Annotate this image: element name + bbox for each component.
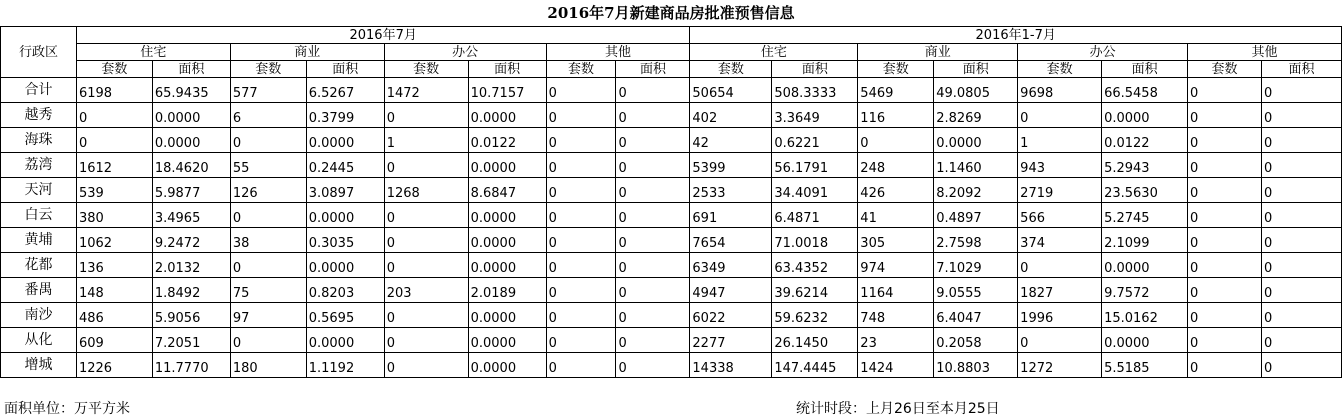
table-cell: 5.5185 <box>1102 353 1188 378</box>
table-cell: 0 <box>384 103 468 128</box>
table-cell: 9.2472 <box>152 228 230 253</box>
table-cell: 0.0122 <box>1102 128 1188 153</box>
table-cell: 0.0000 <box>1102 253 1188 278</box>
count-header: 套数 <box>1018 61 1102 78</box>
table-cell: 2.7598 <box>934 228 1018 253</box>
table-cell: 14338 <box>690 353 772 378</box>
table-row <box>1 78 1342 103</box>
table-cell: 0 <box>616 203 690 228</box>
table-cell: 0 <box>546 103 616 128</box>
table-cell: 0.0000 <box>934 128 1018 153</box>
table-cell: 6.4871 <box>772 203 858 228</box>
table-cell: 0 <box>616 78 690 103</box>
table-cell: 0 <box>616 228 690 253</box>
table-cell: 748 <box>858 303 934 328</box>
table-cell: 0 <box>616 328 690 353</box>
table-cell: 0 <box>384 303 468 328</box>
category-header: 商业 <box>858 44 1018 61</box>
table-cell: 0 <box>384 228 468 253</box>
table-cell: 0.0000 <box>468 328 546 353</box>
table-cell: 0 <box>230 328 306 353</box>
table-cell: 974 <box>858 253 934 278</box>
area-header: 面积 <box>152 61 230 78</box>
table-cell: 0 <box>616 178 690 203</box>
district-name: 合计 <box>1 78 77 103</box>
table-cell: 0 <box>1188 253 1262 278</box>
table-cell: 10.8803 <box>934 353 1018 378</box>
table-cell: 42 <box>690 128 772 153</box>
table-cell: 0 <box>1188 303 1262 328</box>
table-cell: 691 <box>690 203 772 228</box>
area-header: 面积 <box>1261 61 1341 78</box>
table-cell: 0 <box>76 103 152 128</box>
table-cell: 1827 <box>1018 278 1102 303</box>
table-cell: 0 <box>230 203 306 228</box>
table-cell: 402 <box>690 103 772 128</box>
table-cell: 0.5695 <box>306 303 384 328</box>
area-header: 面积 <box>306 61 384 78</box>
district-name: 番禺 <box>1 278 77 303</box>
table-cell: 0 <box>616 128 690 153</box>
table-cell: 6022 <box>690 303 772 328</box>
table-cell: 6.5267 <box>306 78 384 103</box>
table-cell: 248 <box>858 153 934 178</box>
table-cell: 0.2445 <box>306 153 384 178</box>
table-cell: 0 <box>546 328 616 353</box>
table-cell: 0 <box>546 178 616 203</box>
table-cell: 0.2058 <box>934 328 1018 353</box>
table-cell: 0 <box>384 153 468 178</box>
table-cell: 0 <box>546 153 616 178</box>
table-cell: 0 <box>616 103 690 128</box>
category-header: 办公 <box>384 44 546 61</box>
table-row <box>1 228 1342 253</box>
table-cell: 26.1450 <box>772 328 858 353</box>
table-cell: 39.6214 <box>772 278 858 303</box>
table-cell: 0.3799 <box>306 103 384 128</box>
table-cell: 5399 <box>690 153 772 178</box>
table-cell: 0 <box>616 353 690 378</box>
table-cell: 0 <box>1188 278 1262 303</box>
table-cell: 3.4965 <box>152 203 230 228</box>
table-cell: 6.4047 <box>934 303 1018 328</box>
table-cell: 0.0000 <box>1102 103 1188 128</box>
table-cell: 1424 <box>858 353 934 378</box>
table-cell: 426 <box>858 178 934 203</box>
table-cell: 56.1791 <box>772 153 858 178</box>
table-cell: 1996 <box>1018 303 1102 328</box>
table-cell: 0 <box>1261 303 1341 328</box>
table-cell: 9.0555 <box>934 278 1018 303</box>
table-cell: 0 <box>1261 203 1341 228</box>
table-cell: 2.0132 <box>152 253 230 278</box>
table-cell: 0 <box>1188 178 1262 203</box>
table-cell: 8.6847 <box>468 178 546 203</box>
table-cell: 0 <box>230 128 306 153</box>
table-row <box>1 278 1342 303</box>
table-cell: 0.0000 <box>306 253 384 278</box>
period-note: 统计时段：上月26日至本月25日 <box>796 401 1000 417</box>
table-cell: 1.1192 <box>306 353 384 378</box>
table-row <box>1 253 1342 278</box>
table-cell: 0 <box>616 253 690 278</box>
table-cell: 0 <box>546 353 616 378</box>
table-cell: 305 <box>858 228 934 253</box>
table-cell: 0.4897 <box>934 203 1018 228</box>
table-row <box>1 203 1342 228</box>
district-name: 南沙 <box>1 303 77 328</box>
table-cell: 0 <box>1018 103 1102 128</box>
table-cell: 0 <box>546 78 616 103</box>
unit-note: 面积单位：万平方米 <box>4 401 130 417</box>
table-row <box>1 103 1342 128</box>
table-cell: 0.0000 <box>468 353 546 378</box>
table-cell: 609 <box>76 328 152 353</box>
table-row <box>1 153 1342 178</box>
table-cell: 2719 <box>1018 178 1102 203</box>
table-row <box>1 303 1342 328</box>
table-cell: 0 <box>546 253 616 278</box>
district-name: 越秀 <box>1 103 77 128</box>
table-cell: 7.1029 <box>934 253 1018 278</box>
category-header: 住宅 <box>690 44 858 61</box>
table-cell: 148 <box>76 278 152 303</box>
table-cell: 0 <box>1261 328 1341 353</box>
table-cell: 0.0000 <box>1102 328 1188 353</box>
table-cell: 1062 <box>76 228 152 253</box>
table-cell: 5469 <box>858 78 934 103</box>
table-cell: 5.2745 <box>1102 203 1188 228</box>
district-name: 海珠 <box>1 128 77 153</box>
table-cell: 0.0000 <box>468 203 546 228</box>
table-cell: 0.0000 <box>468 303 546 328</box>
table-cell: 1 <box>384 128 468 153</box>
table-cell: 0 <box>76 128 152 153</box>
table-cell: 0 <box>1261 78 1341 103</box>
table-cell: 0.8203 <box>306 278 384 303</box>
count-header: 套数 <box>384 61 468 78</box>
area-header: 面积 <box>934 61 1018 78</box>
table-cell: 577 <box>230 78 306 103</box>
table-cell: 566 <box>1018 203 1102 228</box>
table-row <box>1 178 1342 203</box>
count-header: 套数 <box>858 61 934 78</box>
count-header: 套数 <box>76 61 152 78</box>
table-cell: 0 <box>1018 253 1102 278</box>
table-cell: 1164 <box>858 278 934 303</box>
table-cell: 15.0162 <box>1102 303 1188 328</box>
table-cell: 1472 <box>384 78 468 103</box>
table-cell: 6349 <box>690 253 772 278</box>
table-cell: 0 <box>1018 328 1102 353</box>
table-cell: 1 <box>1018 128 1102 153</box>
table-cell: 0 <box>1188 128 1262 153</box>
table-cell: 6198 <box>76 78 152 103</box>
table-cell: 9698 <box>1018 78 1102 103</box>
count-header: 套数 <box>546 61 616 78</box>
table-cell: 0.0000 <box>468 103 546 128</box>
table-cell: 10.7157 <box>468 78 546 103</box>
table-cell: 5.2943 <box>1102 153 1188 178</box>
table-cell: 1226 <box>76 353 152 378</box>
table-cell: 59.6232 <box>772 303 858 328</box>
area-header: 面积 <box>772 61 858 78</box>
table-cell: 0 <box>616 303 690 328</box>
category-header: 其他 <box>546 44 690 61</box>
table-cell: 0 <box>546 228 616 253</box>
table-cell: 65.9435 <box>152 78 230 103</box>
table-cell: 2277 <box>690 328 772 353</box>
table-cell: 8.2092 <box>934 178 1018 203</box>
table-row <box>1 128 1342 153</box>
count-header: 套数 <box>1188 61 1262 78</box>
table-cell: 0.3035 <box>306 228 384 253</box>
table-cell: 9.7572 <box>1102 278 1188 303</box>
table-cell: 2.1099 <box>1102 228 1188 253</box>
table-cell: 126 <box>230 178 306 203</box>
table-cell: 2533 <box>690 178 772 203</box>
area-header: 面积 <box>1102 61 1188 78</box>
table-cell: 3.0897 <box>306 178 384 203</box>
table-cell: 0 <box>546 203 616 228</box>
table-cell: 11.7770 <box>152 353 230 378</box>
table-cell: 0 <box>858 128 934 153</box>
category-header: 住宅 <box>76 44 230 61</box>
table-cell: 49.0805 <box>934 78 1018 103</box>
table-cell: 0.0122 <box>468 128 546 153</box>
table-cell: 0 <box>1188 228 1262 253</box>
district-name: 从化 <box>1 328 77 353</box>
table-cell: 75 <box>230 278 306 303</box>
table-cell: 50654 <box>690 78 772 103</box>
table-cell: 38 <box>230 228 306 253</box>
category-header: 办公 <box>1018 44 1188 61</box>
district-name: 天河 <box>1 178 77 203</box>
table-cell: 0.0000 <box>468 153 546 178</box>
table-cell: 0 <box>616 278 690 303</box>
table-cell: 97 <box>230 303 306 328</box>
table-cell: 943 <box>1018 153 1102 178</box>
table-cell: 2.8269 <box>934 103 1018 128</box>
table-row <box>1 328 1342 353</box>
table-cell: 0 <box>616 153 690 178</box>
table-cell: 34.4091 <box>772 178 858 203</box>
table-cell: 0 <box>1188 78 1262 103</box>
table-cell: 0 <box>1188 103 1262 128</box>
table-cell: 380 <box>76 203 152 228</box>
table-cell: 1612 <box>76 153 152 178</box>
table-cell: 486 <box>76 303 152 328</box>
table-cell: 0 <box>1188 153 1262 178</box>
table-cell: 3.3649 <box>772 103 858 128</box>
table-cell: 0 <box>384 203 468 228</box>
count-header: 套数 <box>690 61 772 78</box>
table-cell: 0 <box>1261 103 1341 128</box>
table-cell: 0.0000 <box>468 228 546 253</box>
table-cell: 1272 <box>1018 353 1102 378</box>
district-name: 花都 <box>1 253 77 278</box>
table-cell: 71.0018 <box>772 228 858 253</box>
table-title: 2016年7月新建商品房批准预售信息 <box>1 0 1342 27</box>
table-cell: 41 <box>858 203 934 228</box>
category-header: 其他 <box>1188 44 1342 61</box>
table-cell: 0 <box>230 253 306 278</box>
table-cell: 539 <box>76 178 152 203</box>
table-cell: 0 <box>1261 253 1341 278</box>
area-header: 面积 <box>616 61 690 78</box>
table-cell: 0.0000 <box>306 128 384 153</box>
table-cell: 1.1460 <box>934 153 1018 178</box>
table-cell: 180 <box>230 353 306 378</box>
table-cell: 0.0000 <box>152 128 230 153</box>
table-cell: 7654 <box>690 228 772 253</box>
table-cell: 0 <box>546 128 616 153</box>
table-cell: 0 <box>546 278 616 303</box>
table-cell: 0.0000 <box>152 103 230 128</box>
table-cell: 508.3333 <box>772 78 858 103</box>
table-cell: 136 <box>76 253 152 278</box>
table-cell: 0 <box>384 353 468 378</box>
table-cell: 0 <box>1261 153 1341 178</box>
area-header: 面积 <box>468 61 546 78</box>
table-cell: 0 <box>1261 228 1341 253</box>
district-name: 荔湾 <box>1 153 77 178</box>
table-cell: 116 <box>858 103 934 128</box>
table-cell: 0 <box>1188 353 1262 378</box>
district-name: 黄埔 <box>1 228 77 253</box>
table-cell: 55 <box>230 153 306 178</box>
table-cell: 1268 <box>384 178 468 203</box>
table-cell: 6 <box>230 103 306 128</box>
table-cell: 1.8492 <box>152 278 230 303</box>
table-cell: 4947 <box>690 278 772 303</box>
table-cell: 0.0000 <box>468 253 546 278</box>
table-cell: 23 <box>858 328 934 353</box>
district-name: 白云 <box>1 203 77 228</box>
table-cell: 0 <box>546 303 616 328</box>
table-cell: 0 <box>384 253 468 278</box>
table-cell: 63.4352 <box>772 253 858 278</box>
table-cell: 0 <box>1188 203 1262 228</box>
table-cell: 0 <box>1261 353 1341 378</box>
table-cell: 0 <box>1188 328 1262 353</box>
count-header: 套数 <box>230 61 306 78</box>
table-cell: 0.6221 <box>772 128 858 153</box>
table-cell: 374 <box>1018 228 1102 253</box>
table-cell: 5.9877 <box>152 178 230 203</box>
table-cell: 66.5458 <box>1102 78 1188 103</box>
table-cell: 0 <box>1261 278 1341 303</box>
table-cell: 0 <box>1261 178 1341 203</box>
table-cell: 0 <box>384 328 468 353</box>
table-cell: 147.4445 <box>772 353 858 378</box>
table-cell: 203 <box>384 278 468 303</box>
category-header: 商业 <box>230 44 384 61</box>
table-cell: 18.4620 <box>152 153 230 178</box>
table-row <box>1 353 1342 378</box>
table-cell: 0.0000 <box>306 203 384 228</box>
district-name: 增城 <box>1 353 77 378</box>
table-cell: 2.0189 <box>468 278 546 303</box>
table-cell: 5.9056 <box>152 303 230 328</box>
table-cell: 7.2051 <box>152 328 230 353</box>
table-cell: 23.5630 <box>1102 178 1188 203</box>
district-header: 行政区 <box>1 27 77 78</box>
period-header-ytd: 2016年1-7月 <box>690 27 1342 44</box>
table-cell: 0 <box>1261 128 1341 153</box>
period-header-month: 2016年7月 <box>76 27 689 44</box>
table-cell: 0.0000 <box>306 328 384 353</box>
